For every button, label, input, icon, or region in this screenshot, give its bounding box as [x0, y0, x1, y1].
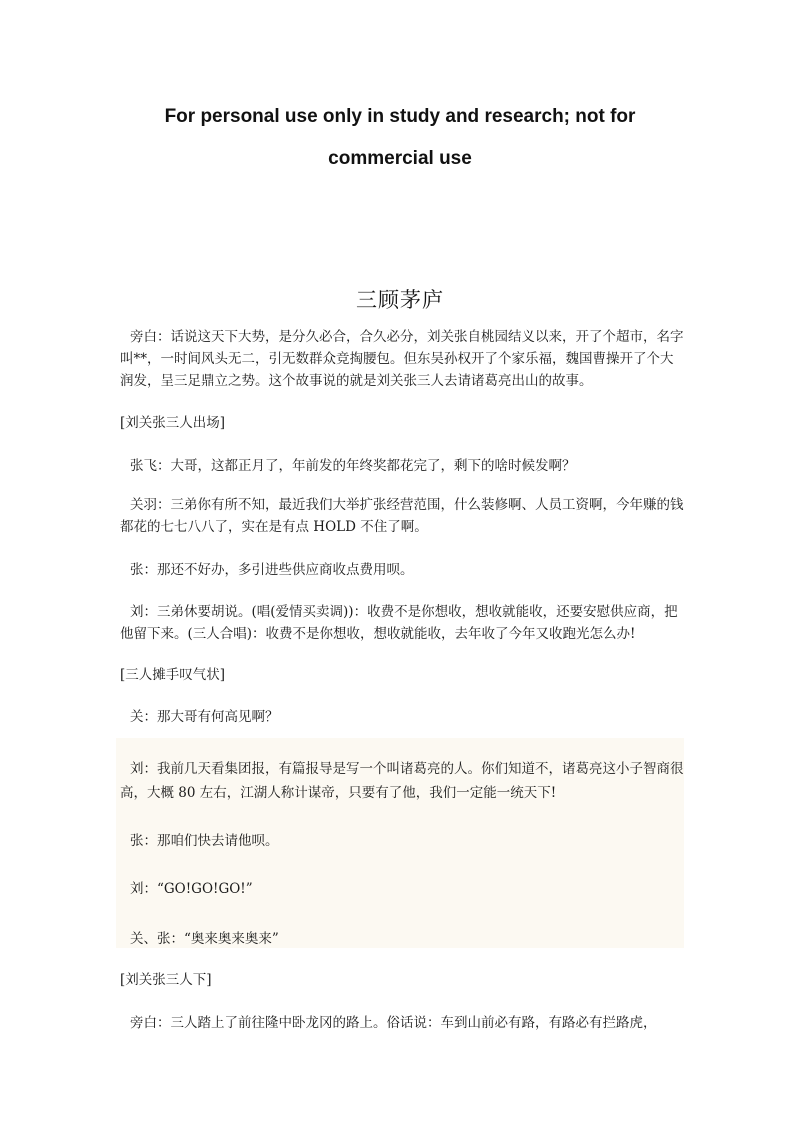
paragraph-text: 张：那还不好办，多引进些供应商收点费用呗。 — [130, 562, 414, 578]
paragraph-dialogue — [120, 757, 686, 805]
paragraph-text: [三人摊手叹气状] — [120, 667, 226, 683]
paragraph-text: 关：那大哥有何高见啊？ — [130, 709, 279, 725]
paragraph-text: 张：那咱们快去请他呗。 — [130, 833, 279, 849]
paragraph-text: 旁白：话说这天下大势，是分久必合，合久必分，刘关张自桃园结义以来，开了个超市，名字叫**，一时间风头无二，引无数群众竞掏腰包。但东吴孙权开了个家乐福，魏国曹操开了个大润发，呈三足鼎立之势。这个故事说的就是刘关张三人去请诸葛亮出山的故事。 — [120, 329, 684, 389]
paragraph-dialogue — [120, 878, 686, 900]
paragraph-text: 张飞：大哥，这都正月了，年前发的年终奖都花完了，剩下的啥时候发啊？ — [130, 458, 576, 474]
paragraph-text: 刘：我前几天看集团报，有篇报导是写一个叫诸葛亮的人。你们知道不，诸葛亮这小子智商很高，大概 80 左右，江湖人称计谋帝，只要有了他，我们一定能一统天下! — [120, 761, 684, 801]
paragraph-dialogue — [120, 928, 686, 950]
watermark-header-line-1: For personal use only in study and research; not for — [164, 106, 636, 127]
paragraph-text: [刘关张三人出场] — [120, 415, 226, 431]
paragraph-narration-intro — [120, 326, 686, 392]
paragraph-text: [刘关张三人下] — [120, 972, 212, 988]
paragraph-dialogue — [120, 559, 686, 581]
paragraph-text: 刘：三弟休要胡说。(唱(爱情买卖调))：收费不是你想收，想收就能收，还要安慰供应商，把他留下来。(三人合唱)：收费不是你想收，想收就能收，去年收了今年又收跑光怎么办! — [120, 604, 678, 642]
paragraph-dialogue — [120, 601, 686, 645]
paragraph-stage-direction — [120, 664, 686, 686]
paragraph-stage-direction — [120, 412, 686, 434]
paragraph-dialogue — [120, 830, 686, 852]
paragraph-dialogue — [120, 494, 686, 538]
paragraph-narration — [120, 1012, 686, 1034]
paragraph-dialogue — [120, 455, 686, 477]
paragraph-text: 旁白：三人踏上了前往隆中卧龙冈的路上。俗话说：车到山前必有路，有路必有拦路虎， — [130, 1015, 657, 1031]
paragraph-text: 刘：“GO!GO!GO!” — [130, 881, 253, 897]
paragraph-stage-direction — [120, 969, 686, 991]
paragraph-dialogue — [120, 706, 686, 728]
paragraph-text: 关羽：三弟你有所不知，最近我们大举扩张经营范围，什么装修啊、人员工资啊，今年赚的钱都花的七七八八了，实在是有点 HOLD 不住了啊。 — [120, 497, 684, 535]
watermark-header-line-2: commercial use — [328, 148, 472, 169]
paragraph-text: 关、张：“奥来奥来奥来” — [130, 931, 279, 947]
document-title: 三顾茅庐 — [356, 288, 444, 313]
